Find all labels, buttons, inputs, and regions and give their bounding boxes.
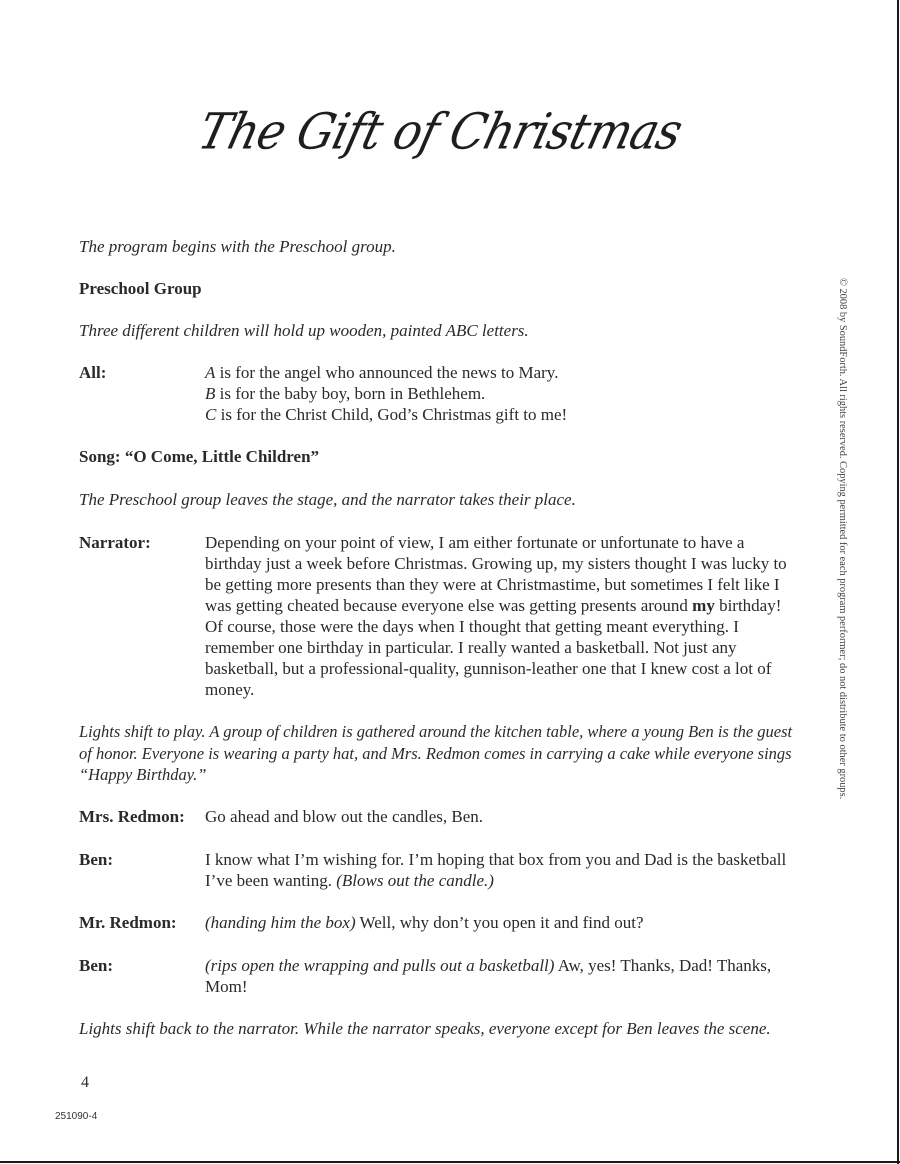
- speaker-ben: Ben:: [79, 956, 113, 975]
- page-number: 4: [81, 1074, 89, 1091]
- inline-stage-direction: (handing him the box): [205, 913, 356, 932]
- copyright-notice: © 2008 by SoundForth. All rights reserved. Copying permitted for each program performer; do not distribute to other groups.: [837, 278, 848, 800]
- inline-stage-direction: (Blows out the candle.): [336, 871, 494, 890]
- line-mrs-redmon: Go ahead and blow out the candles, Ben.: [205, 807, 484, 826]
- line-ben-1: I know what I’m wishing for. I’m hoping that box from you and Dad is the basketball I’ve been wanting. (Blows out the candle.): [205, 850, 787, 890]
- speaker-all: All:: [79, 363, 107, 382]
- group-heading: Preschool Group: [79, 279, 202, 298]
- song-heading: Song: “O Come, Little Children”: [79, 447, 320, 466]
- stage-direction-3: Lights shift to play. A group of children is gathered around the kitchen table, where a young Ben is the guest of honor. Everyone is wearing a party hat, and Mrs. Redmon comes in carrying a cake while everyone sings “Happy Birthday.”: [79, 722, 793, 784]
- narrator-speech: Depending on your point of view, I am either fortunate or unfortunate to have a birthday just a week before Christmas. Growing up, my sisters thought I was lucky to be getting more presents than they were at Christmastime, but sometimes I felt like I was getting cheated because everyone else was getting presents around my birthday! Of course, those were the days when I thought that getting meant everything. I remember one birthday in particular. I really wanted a basketball. Not just any basketball, but a professional-quality, gunnison-leather one that I knew cost a lot of money.: [205, 533, 787, 699]
- inline-stage-direction: (rips open the wrapping and pulls out a basketball): [205, 956, 555, 975]
- speaker-narrator: Narrator:: [79, 533, 151, 552]
- emphasis-word: my: [692, 596, 715, 615]
- group-direction: Three different children will hold up wooden, painted ABC letters.: [79, 321, 529, 340]
- stage-direction-4: Lights shift back to the narrator. While the narrator speaks, everyone except for Ben leaves the scene.: [79, 1019, 771, 1038]
- page-right-border: [897, 0, 899, 1164]
- speaker-mrs-redmon: Mrs. Redmon:: [79, 807, 185, 826]
- all-line-b: B is for the baby boy, born in Bethlehem.: [205, 384, 486, 403]
- line-mr-redmon: (handing him the box) Well, why don’t you open it and find out?: [205, 913, 644, 932]
- line-ben-2: (rips open the wrapping and pulls out a basketball) Aw, yes! Thanks, Dad! Thanks, Mom!: [205, 956, 772, 996]
- speaker-mr-redmon: Mr. Redmon:: [79, 913, 177, 932]
- all-line-c: C is for the Christ Child, God’s Christmas gift to me!: [205, 405, 568, 424]
- speaker-ben: Ben:: [79, 850, 113, 869]
- intro-direction: The program begins with the Preschool group.: [79, 237, 396, 256]
- product-code: 251090-4: [55, 1111, 98, 1122]
- stage-direction-2: The Preschool group leaves the stage, and the narrator takes their place.: [79, 490, 576, 509]
- all-line-a: A is for the angel who announced the news to Mary.: [205, 363, 559, 382]
- script-title: The Gift of Christmas: [192, 101, 688, 161]
- page-bottom-border: [0, 1161, 900, 1163]
